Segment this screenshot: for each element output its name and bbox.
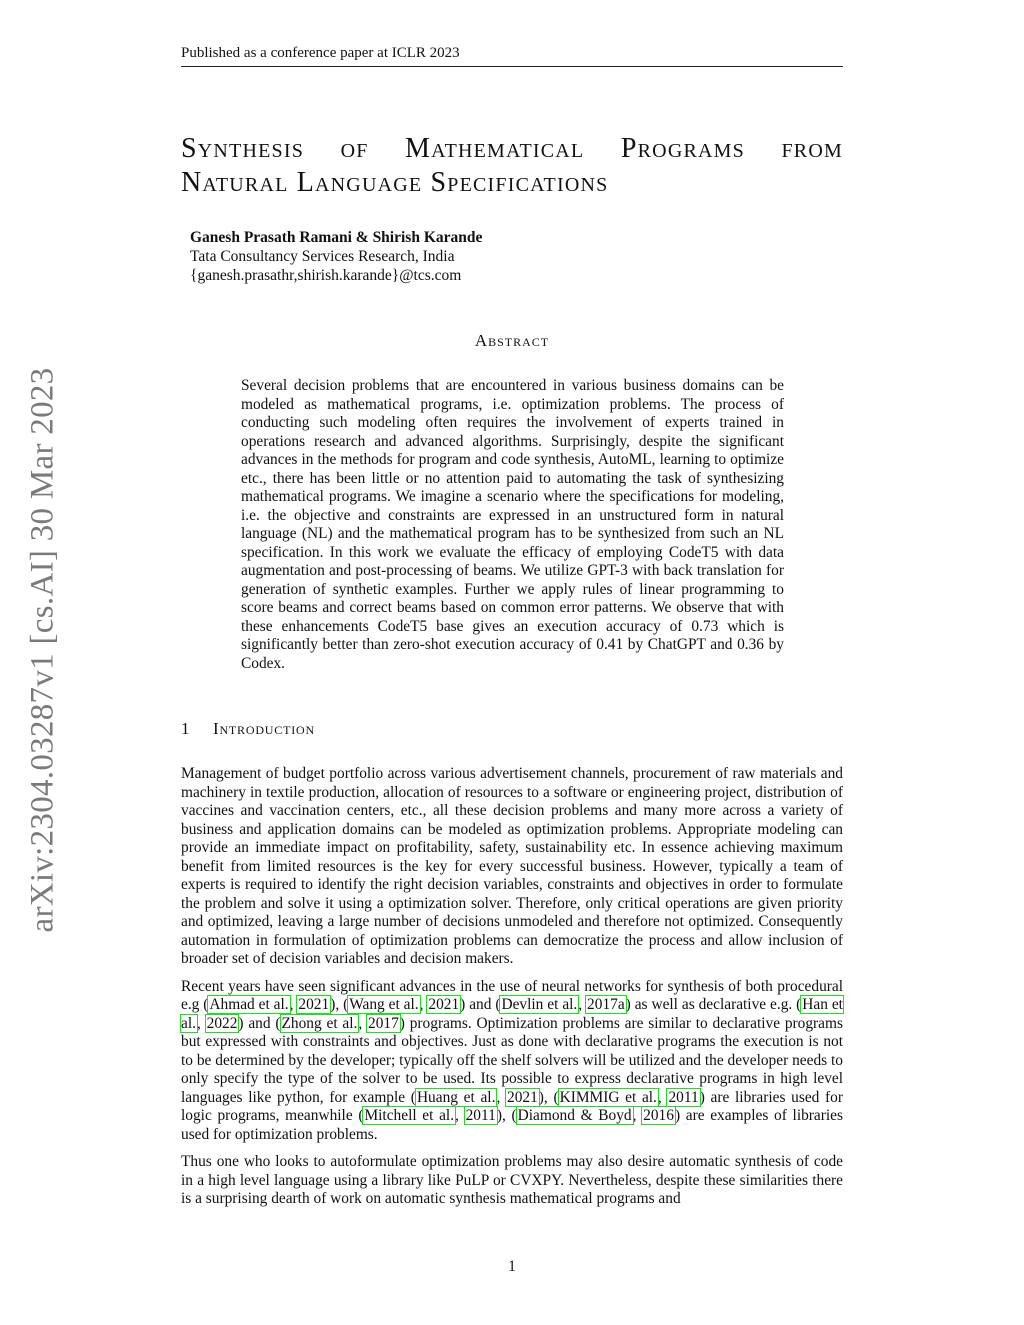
citation-link[interactable]: Devlin et al. (501, 996, 578, 1013)
text-run: , (289, 996, 298, 1013)
citation-link[interactable]: 2022 (206, 1014, 238, 1032)
text-run: , (419, 996, 428, 1013)
title-line-2: Natural Language Specifications (181, 167, 609, 198)
section-body (181, 765, 843, 1218)
text-run: ) and ( (238, 1014, 281, 1032)
citation-link[interactable]: Mitchell et al. (364, 1107, 455, 1124)
text-run: ) are libraries used for logic programs, meanwhile ( (181, 1088, 844, 1124)
citation-link[interactable]: 2017 (368, 1014, 399, 1032)
text-run: , (496, 1088, 506, 1106)
text-run: ) as well as declarative e.g. ( (625, 996, 802, 1013)
abstract-text: Several decision problems that are encountered in various business domains can be modeled as mathematical programs, i.e. optimization problems. The process of conducting such modeling often requires the involvement of experts trained in operations research and advanced algorithms. Surprisingly, despite the significant advances in the methods for program and code synthesis, AutoML, learning to optimize etc., there has been little or no attention paid to automating the task of synthesizing mathematical programs. We imagine a scenario where the specifications for modeling, i.e. the objective and constraints are expressed in an unstructured form in natural language (NL) and the mathematical program has to be synthesized from such an NL specification. In this work we evaluate the efficacy of employing CodeT5 with data augmentation and post-processing of beams. We utilize GPT-3 with back translation for generation of synthetic examples. Further we apply rules of linear programming to score beams and correct beams based on common error patterns. We observe that with these enhancements CodeT5 base gives an execution accuracy of 0.73 which is significantly better than zero-shot execution accuracy of 0.41 by ChatGPT and 0.36 by Codex. (241, 377, 784, 672)
running-header: Published as a conference paper at ICLR 2023 (181, 45, 460, 61)
citation-link[interactable]: 2021 (298, 996, 330, 1013)
abstract-heading: Abstract (474, 331, 550, 350)
citation-link[interactable]: KIMMIG et al. (559, 1088, 657, 1106)
author-names: Ganesh Prasath Ramani & Shirish Karande (190, 229, 483, 246)
text-run: ) and ( (460, 996, 501, 1013)
text-run: ), ( (496, 1107, 517, 1124)
citation-link[interactable]: Wang et al. (349, 996, 419, 1013)
text-run: ) are examples of libraries used for optimization problems. (181, 1107, 843, 1143)
arxiv-id-text: arXiv:2304.03287v1 [cs.AI] 30 Mar 2023 (24, 367, 61, 933)
text-run: ), ( (330, 996, 349, 1013)
paragraph-1: Management of budget portfolio across various advertisement channels, procurement of raw materials and machinery in textile production, allocation of resources to a software or engineering project, distribution of vaccines and vaccination centers, etc., all these decision problems and many more across a variety of business and application domains can be modeled as optimization problems. Appropriate modeling can provide an immediate impact on profitability, safety, sustainability etc. In essence achieving maximum benefit from limited resources is the key for every successful business. However, typically a team of experts is required to identify the right decision variables, constraints and objectives in order to formulate the problem and solve it using a optimization solver. Therefore, only critical operations are given priority and optimized, leaving a large number of decisions unmodeled and therefore not optimized. Consequently automation in formulation of optimization problems can democratize the process and allow inclusion of broader set of decision variables and decision makers. (181, 765, 843, 967)
section-heading (181, 719, 843, 739)
paragraph-3: Thus one who looks to autoformulate optimization problems may also desire automatic synthesis of code in a high level language using a library like PuLP or CVXPY. Nevertheless, despite these similarities there is a surprising dearth of work on automatic synthesis mathematical programs and (181, 1153, 843, 1207)
header-rule (181, 66, 843, 67)
paper-title (181, 132, 843, 200)
section-title: Introduction (213, 719, 315, 738)
citation-link[interactable]: 2011 (668, 1088, 699, 1106)
text-run: ), ( (538, 1088, 559, 1106)
citation-link[interactable]: Diamond & Boyd (517, 1107, 632, 1124)
citation-link[interactable]: Huang et al. (416, 1088, 496, 1106)
author-email: {ganesh.prasathr,shirish.karande}@tcs.com (190, 267, 462, 284)
page-number: 1 (508, 1258, 516, 1275)
author-block (190, 228, 790, 285)
citation-link[interactable]: 2017a (587, 996, 625, 1013)
text-run: ) programs. Optimization problems are similar to declarative programs but expressed with constraints and objectives. Just as done with declarative programs the execution is not to be determined by the developer; typically off the shelf solvers will be utilized and the developer needs to only specify the type of the solver to be used. Its possible to express declarative programs in high level languages like python, for example ( (181, 1014, 843, 1106)
title-word: Mathematical (405, 133, 585, 164)
text-run: , (632, 1107, 643, 1124)
citation-link[interactable]: 2021 (428, 996, 460, 1013)
citation-link[interactable]: Ahmad et al. (209, 996, 289, 1013)
text-run: , (657, 1088, 668, 1106)
citation-link[interactable]: Zhong et al. (281, 1014, 358, 1032)
text-run: Recent years have seen significant advances in the use of neural networks for synthesis of both procedural e.g ( (181, 977, 843, 1013)
paragraph-2 (181, 978, 843, 1145)
title-word: Synthesis (181, 133, 305, 164)
text-run: , (578, 996, 587, 1013)
citation-link[interactable]: 2011 (465, 1107, 496, 1124)
text-run: , (358, 1014, 368, 1032)
text-run: , (196, 1014, 206, 1032)
citation-link[interactable]: 2016 (643, 1107, 674, 1124)
title-line-1 (181, 132, 843, 166)
section-number: 1 (181, 719, 191, 738)
title-word: of (340, 133, 369, 164)
title-word: Programs (620, 133, 745, 164)
citation-link[interactable]: Han et al. (181, 996, 843, 1032)
title-word: from (781, 133, 843, 164)
text-run: , (455, 1107, 465, 1124)
author-affiliation: Tata Consultancy Services Research, India (190, 248, 455, 265)
citation-link[interactable]: 2021 (507, 1088, 538, 1106)
